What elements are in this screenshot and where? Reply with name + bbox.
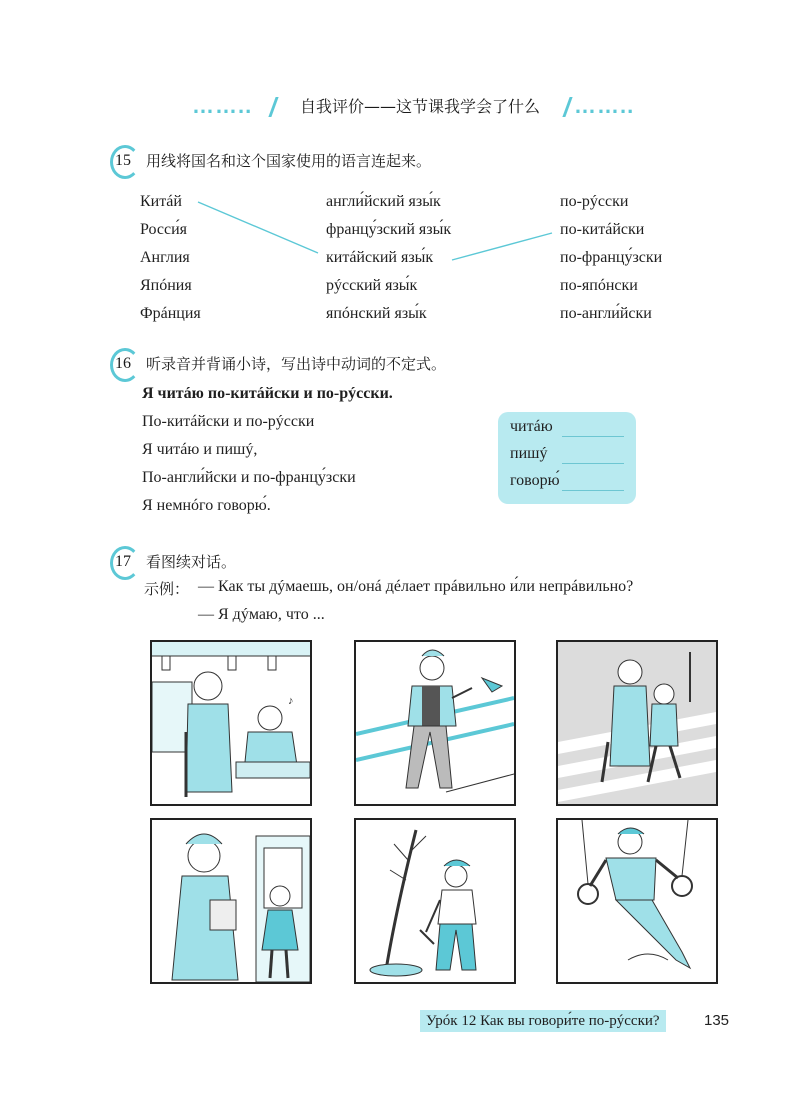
poem-title: Я читáю по-китáйски и по-рýсски.: [142, 385, 393, 402]
language-item: япóнский язы́к: [326, 305, 427, 322]
language-item: рýсский язы́к: [326, 277, 418, 294]
adverb-item: по-китáйски: [560, 221, 645, 238]
verb-label: пишý: [510, 445, 548, 462]
header-dots-left: ……..: [192, 93, 253, 118]
country-item: Англия: [140, 249, 190, 266]
exercise-16-instruction: 听录音并背诵小诗，写出诗中动词的不定式。: [146, 355, 447, 373]
exercise-15-instruction: 用线将国名和这个国家使用的语言连起来。: [146, 152, 432, 170]
poem-line: По-англи́йски и по-францу́зски: [142, 469, 356, 486]
header-dots-right: ……..: [574, 93, 635, 118]
adverb-item: по-япóнски: [560, 277, 638, 294]
exercise-17-instruction: 看图续对话。: [146, 553, 237, 571]
verb-label: читáю: [510, 418, 553, 435]
poem-line: Я немнóго говорю́.: [142, 497, 271, 514]
match-line-chinese: [452, 233, 552, 260]
header-title: 自我评价——这节课我学会了什么: [299, 97, 540, 116]
verb-label: говорю́: [510, 472, 560, 489]
tree-scene-icon: [356, 820, 514, 982]
adverb-item: по-рýсски: [560, 193, 629, 210]
match-line-china: [198, 202, 318, 253]
country-item: Фрáнция: [140, 305, 201, 322]
verb-answer-line[interactable]: [562, 490, 624, 491]
poem-line: Я читáю и пишý,: [142, 441, 258, 458]
matching-lines: [0, 0, 800, 300]
adverb-item: по-францу́зски: [560, 249, 663, 266]
bus-scene-icon: [152, 642, 310, 804]
littering-scene-icon: [356, 642, 514, 804]
greeting-scene-icon: [152, 820, 310, 982]
illustration-greeting-teacher: [150, 818, 312, 984]
exercise-16-number: 16: [110, 348, 144, 382]
language-item: англи́йский язы́к: [326, 193, 441, 210]
illustration-littering: [354, 640, 516, 806]
language-item: китáйский язы́к: [326, 249, 434, 266]
language-item: францу́зский язы́к: [326, 221, 452, 238]
verb-answer-box: [498, 412, 636, 504]
exercise-15-number: 15: [110, 145, 144, 179]
adverb-item: по-англи́йски: [560, 305, 652, 322]
example-label: 示例：: [144, 580, 190, 598]
gymnast-scene-icon: [558, 820, 716, 982]
illustration-breaking-tree: [354, 818, 516, 984]
illustration-crossing: [556, 640, 718, 806]
country-item: Япóния: [140, 277, 192, 294]
poem-line: По-китáйски и по-рýсски: [142, 413, 315, 430]
footer-lesson-title: Урóк 12 Как вы говори́те по-рýсски?: [420, 1010, 666, 1032]
country-item: Росси́я: [140, 221, 188, 238]
poem: [142, 380, 393, 520]
crossing-scene-icon: [558, 642, 716, 804]
country-item: Китáй: [140, 193, 182, 210]
page-number: 135: [704, 1012, 730, 1029]
illustration-bus-seat: [150, 640, 312, 806]
verb-answer-line[interactable]: [562, 463, 624, 464]
exercise-17-number: 17: [110, 546, 144, 580]
example-line-2: — Я дýмаю, что ...: [198, 606, 325, 623]
example-line-1: — Как ты дýмаешь, он/онá дéлает прáвильно и́ли непрáвильно?: [198, 578, 634, 595]
verb-answer-line[interactable]: [562, 436, 624, 437]
svg-text:♪: ♪: [288, 695, 294, 707]
illustration-gymnast-rings: [556, 818, 718, 984]
